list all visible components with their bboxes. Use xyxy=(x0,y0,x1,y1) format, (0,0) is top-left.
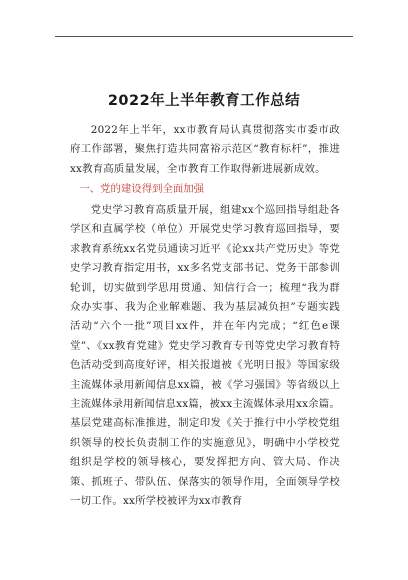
section-body-paragraph: 党史学习教育高质量开展，组建xx个巡回指导组赴各学区和直属学校（单位）开展党史学习教育巡回指导，要求教育系统xx名党员通读习近平《论xx共产党历史》等党史学习教育指定用书，xx多名党支部书记、党务干部参训轮训，切实做到学思用贯通、知信行合一；梳理“我为群众办实事、我为企业解难题、我为基层减负担”专题实践活动“六个一批”项目xx件，并在年内完成；“红色e课堂”、《xx教育党建》党史学习教育专刊等党史学习教育特色活动受到高度好评，相关报道被《光明日报》等国家级主流媒体录用新闻信息xx篇，被《学习强国》等省级以上主流媒体录用新闻信息xx篇，被xx主流媒体录用xx余篇。基层党建高标准推进，制定印发《关于推行中小学校党组织领导的校长负责制工作的实施意见》，明确中小学校党组织是学校的领导核心，要发挥把方向、管大局、作决策、抓班子、带队伍、保落实的领导作用，全面领导学校一切工作。xx所学校被评为xx市教育 xyxy=(70,204,340,508)
header-rule xyxy=(55,36,353,37)
section-heading-party-building: 一、党的建设得到全面加强 xyxy=(79,183,205,195)
document-title: 2022年上半年教育工作总结 xyxy=(107,93,301,109)
intro-paragraph: 2022年上半年，xx市教育局认真贯彻落实市委市政府工作部署，聚焦打造共同富裕示范区“教育标杆”，推进xx教育高质量发展，全市教育工作取得新进展新成效。 xyxy=(70,124,340,175)
